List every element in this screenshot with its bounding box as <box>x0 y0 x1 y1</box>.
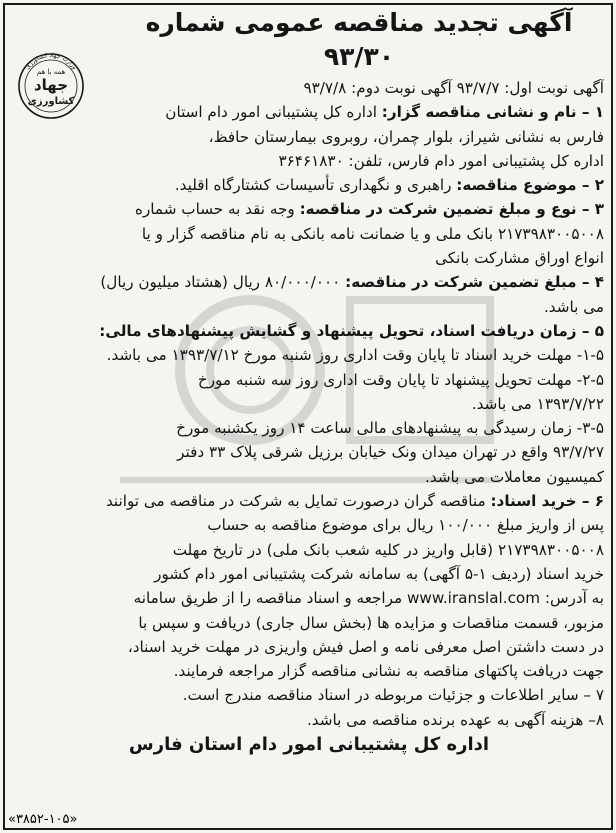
section-6-line-6: مزبور، قسمت مناقصات و مزایده ها (بخش سال جاری) دریافت و سپس با <box>138 613 604 632</box>
section-4-heading: ۴ – مبلغ تضمین شرکت در مناقصه: <box>345 273 604 292</box>
logo-sub-text: کشاورزی <box>27 96 75 107</box>
section-5-line-4: ۳-۵- زمان رسیدگی به پیشنهادهای مالی ساعت ۱۴ روز یکشنبه مورخ <box>176 419 604 438</box>
section-1-text: اداره کل پشتیبانی امور دام استان <box>165 103 382 122</box>
section-1-heading: ۱ – نام و نشانی مناقصه گزار: <box>381 103 604 122</box>
section-6-line-4: خرید اسناد (ردیف ۱-۵ آگهی) به سامانه شرکت پشتیبانی امور دام کشور <box>154 564 604 583</box>
section-6-line-1 <box>14 489 604 513</box>
section-6-line-3: ۲۱۷۳۹۸۳۰۰۵۰۰۸ (قابل واریز در کلیه شعب بانک ملی) در تاریخ مهلت <box>172 540 604 559</box>
logo-top-text: همه با هم <box>36 68 66 76</box>
section-2-text: راهبری و نگهداری تأسیسات کشتارگاه اقلید. <box>174 176 457 195</box>
section-1-line-2: فارس به نشانی شیراز، بلوار چمران، روبروی بیمارستان حافظ، <box>208 127 604 146</box>
section-1-line-3: اداره کل پشتیبانی امور دام فارس، تلفن: ۳۶۴۶۱۸۳۰ <box>278 151 604 170</box>
section-7: ۷ – سایر اطلاعات و جزئیات مربوطه در اسناد مناقصه مندرج است. <box>182 686 604 705</box>
section-6-text: مناقصه گران درصورت تمایل به شرکت در مناقصه می توانند <box>105 492 491 511</box>
section-6-line-5: به آدرس: www.iranslal.com مراجعه و اسناد مناقصه را از طریق سامانه <box>133 589 604 608</box>
section-6-heading: ۶ – خرید اسناد: <box>490 492 604 511</box>
issuer-signature: اداره کل پشتیبانی امور دام استان فارس <box>128 734 490 756</box>
section-6-line-7: در دست داشتن اصل معرفی نامه و اصل فیش واریزی در مهلت خرید اسناد، <box>127 637 604 656</box>
section-5-line-1: ۱-۵- مهلت خرید اسناد تا پایان وقت اداری روز شنبه مورخ ۱۳۹۳/۷/۱۲ می باشد. <box>106 346 604 365</box>
section-4-line-2: می باشد. <box>543 297 604 316</box>
ad-title: آگهی تجدید مناقصه عمومی شماره ۹۳/۳۰ <box>145 8 573 71</box>
section-4-text: ۸۰/۰۰۰/۰۰۰ ریال (هشتاد میلیون ریال) <box>100 273 346 292</box>
section-8: ۸– هزینه آگهی به عهده برنده مناقصه می باشد. <box>306 710 604 729</box>
section-2 <box>14 173 604 197</box>
section-5-line-6: کمیسیون معاملات می باشد. <box>425 467 604 486</box>
section-1-line-1 <box>14 100 604 124</box>
section-3-line-3: انواع اوراق مشارکت بانکی <box>435 249 604 268</box>
section-5-line-3: ۱۳۹۳/۷/۲۲ می باشد. <box>471 394 604 413</box>
notice-dates: آگهی نوبت اول: ۹۳/۷/۷ آگهی نوبت دوم: ۹۳/۷/۸ <box>303 79 604 97</box>
section-3-text: وجه نقد به حساب شماره <box>135 200 300 219</box>
ad-code: «۳۸۵۲-۱۰۵» <box>8 812 78 827</box>
section-6-line-2: پس از واریز مبلغ ۱۰۰/۰۰۰ ریال برای موضوع مناقصه به حساب <box>207 516 604 535</box>
section-2-heading: ۲ – موضوع مناقصه: <box>456 176 604 195</box>
section-5-line-2: ۲-۵- مهلت تحویل پیشنهاد تا پایان وقت اداری روز سه شنبه مورخ <box>197 370 604 389</box>
section-6-line-8: جهت دریافت پاکتهای مناقصه به نشانی مناقصه گزار مراجعه فرمایند. <box>173 662 604 681</box>
section-3-line-1 <box>14 197 604 221</box>
ad-content <box>14 6 604 829</box>
logo-arc-text: وزارت جهاد کشاورزی <box>24 51 78 71</box>
section-3-heading: ۳ – نوع و مبلغ تضمین شرکت در مناقصه: <box>299 200 604 219</box>
logo-main-text: جهاد <box>33 76 69 94</box>
section-3-line-2: ۲۱۷۳۹۸۳۰۰۵۰۰۸ بانک ملی و یا ضمانت نامه بانکی به نام مناقصه گزار و یا <box>141 224 604 243</box>
section-4-line-1 <box>14 270 604 294</box>
section-5-heading: ۵ – زمان دریافت اسناد، تحویل پیشنهاد و گشایش پیشنهادهای مالی: <box>99 321 604 340</box>
section-5-line-5: ۹۳/۷/۲۷ واقع در تهران میدان ونک خیابان برزیل شرقی پلاک ۳۳ دفتر <box>177 443 604 462</box>
